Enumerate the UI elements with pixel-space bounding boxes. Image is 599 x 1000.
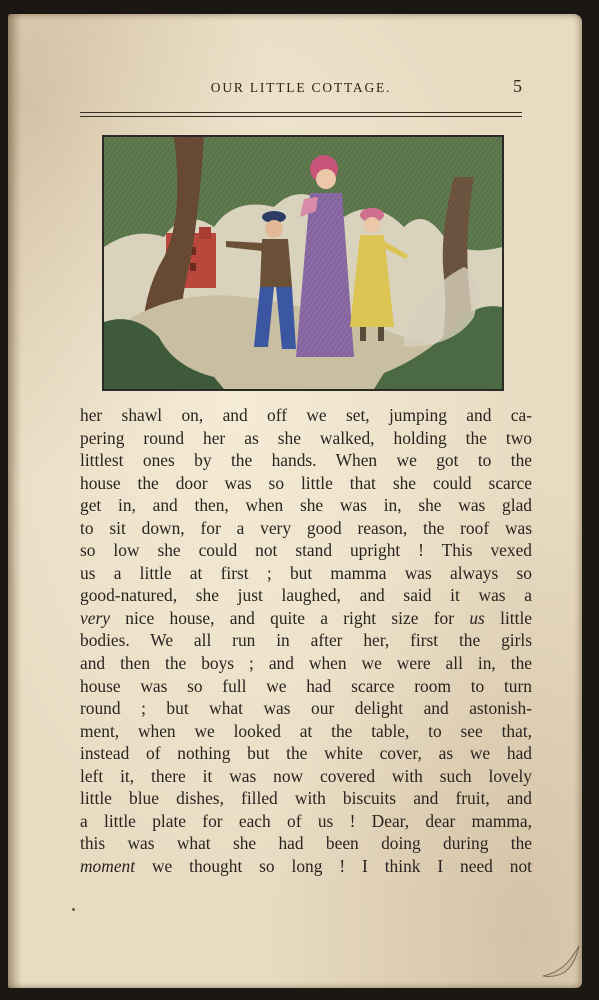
text-line: to sit down, for a very good reason, the roof was bbox=[80, 517, 532, 538]
text-line: us a little at first ; but mamma was always so bbox=[80, 562, 532, 583]
text-line: littlest ones by the hands. When we got to the bbox=[80, 450, 532, 471]
text-line: her shawl on, and off we set, jumping and ca- bbox=[80, 405, 532, 425]
header-rule bbox=[80, 112, 522, 117]
running-title: OUR LITTLE COTTAGE. bbox=[210, 80, 392, 95]
text-line: house was so full we had scarce room to turn bbox=[80, 675, 532, 696]
text-line: left it, there it was now covered with such lovely bbox=[80, 765, 532, 786]
page-number: 5 bbox=[513, 76, 522, 96]
text-line: so low she could not stand upright ! This vexed bbox=[80, 540, 532, 561]
text-line: round ; but what was our delight and astonish- bbox=[80, 698, 532, 719]
illustration bbox=[102, 135, 504, 391]
text-line-italic bbox=[80, 607, 532, 630]
text-line: this was what she had been doing during the bbox=[80, 833, 532, 854]
page-corner-curl bbox=[541, 944, 581, 978]
page-header bbox=[80, 78, 522, 102]
text-line: good-natured, she just laughed, and said it was a bbox=[80, 585, 532, 606]
paper-speck bbox=[72, 908, 75, 911]
italic-word: moment bbox=[80, 855, 136, 876]
italic-word: very bbox=[80, 607, 110, 628]
page-gutter-shadow bbox=[8, 14, 22, 988]
text-line: pering round her as she walked, holding the two bbox=[80, 427, 532, 448]
text-line: little blue dishes, filled with biscuits and fruit, and bbox=[80, 788, 532, 809]
text-line: and then the boys ; and when we were all in, the bbox=[80, 653, 532, 674]
text-line: get in, and then, when she was in, she was glad bbox=[80, 495, 532, 516]
italic-word: us bbox=[469, 607, 485, 628]
text-fragment: little bbox=[484, 607, 532, 628]
text-line: bodies. We all run in after her, first the girls bbox=[80, 630, 532, 651]
text-line: house the door was so little that she could scarce bbox=[80, 472, 532, 493]
text-fragment: nice house, and quite a right size for bbox=[109, 607, 470, 628]
text-line: ment, when we looked at the table, to see that, bbox=[80, 720, 532, 741]
text-fragment: we thought so long ! I think I need not bbox=[135, 855, 532, 876]
text-line: instead of nothing but the white cover, as we had bbox=[80, 743, 532, 764]
body-text bbox=[80, 404, 532, 877]
illustration-engraving bbox=[104, 137, 502, 389]
text-line-italic bbox=[80, 855, 532, 878]
text-line: a little plate for each of us ! Dear, dear mamma, bbox=[80, 810, 532, 831]
